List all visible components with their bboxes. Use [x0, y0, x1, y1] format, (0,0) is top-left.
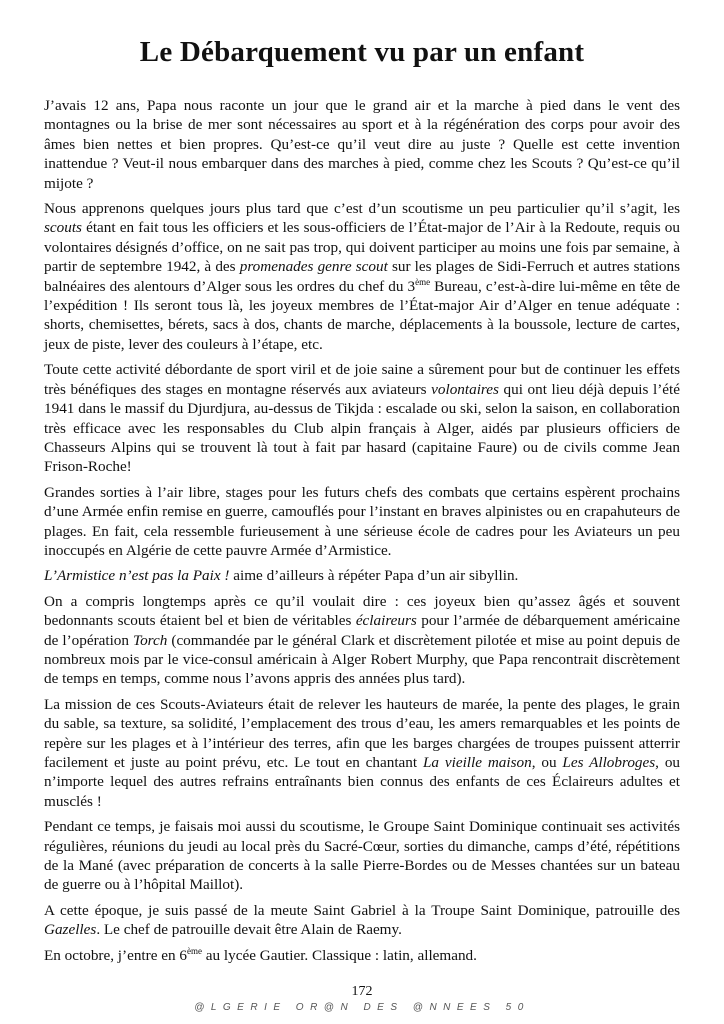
- text-run: J’avais 12 ans, Papa nous raconte un jour que le grand air et la marche à pied dans le vent des montagnes ou la brise de mer sont nécessaires au sport et à la régénération des corps pour avoir des âmes bien nettes et bien propres. Qu’est-ce qu’il veut dire au juste ? Quelle est cette invention inattendue ? Veut-il nous embarquer dans des marches à pied, comme chez les Scouts ? Qu’est-ce qu’il mijote ?: [44, 97, 680, 192]
- text-run: au lycée Gautier. Classique : latin, allemand.: [201, 946, 477, 964]
- text-run: En octobre, j’entre en 6: [44, 946, 187, 964]
- italic-text: promenades genre scout: [239, 258, 388, 276]
- paragraph: [44, 901, 680, 940]
- italic-text: La vieille maison: [422, 754, 532, 771]
- paragraph: [44, 199, 680, 354]
- italic-text: éclaireurs: [355, 612, 417, 630]
- text-run: On a compris longtemps après ce qu’il voulait dire : ces joyeux bien qu’assez âgés et souvent bedonnants scouts étaient bel et bien de véritables: [44, 592, 680, 630]
- superscript-text: ème: [186, 945, 202, 956]
- text-run: . Le chef de patrouille devait être Alain de Raemy.: [96, 921, 402, 939]
- italic-text: Gazelles: [44, 921, 97, 939]
- italic-text: volontaires: [431, 380, 499, 398]
- paragraph: [44, 483, 680, 561]
- text-run: Toute cette activité débordante de sport viril et de joie saine a sûrement pour but de continuer les effets très bénéfiques des stages en montagne réservés aux aviateurs: [44, 361, 680, 398]
- paragraph: [44, 96, 680, 193]
- text-run: pour l’armée de débarquement américaine de l’opération: [44, 612, 680, 649]
- text-run: A cette époque, je suis passé de la meute Saint Gabriel à la Troupe Saint Dominique, patrouille des: [44, 901, 680, 919]
- paragraph: [44, 946, 680, 965]
- article-body: [44, 96, 680, 971]
- paragraph: [44, 360, 680, 476]
- text-run: Pendant ce temps, je faisais moi aussi du scoutisme, le Groupe Saint Dominique continuait ses activités régulières, réunions du jeudi au local près du Sacré-Cœur, sorties du dimanche, camps d’été, répétitions de la Mané (avec préparation de concerts à la salle Pierre-Bordes ou de Messes chantées sur un bateau de guerre ou à l’hôpital Maillot).: [44, 818, 680, 894]
- superscript-text: ème: [415, 276, 431, 287]
- running-footer: @LGERIE OR@N DES @NNEES 50: [194, 1002, 530, 1013]
- text-run: étant en fait tous les officiers et les sous-officiers de l’État-major de l’Air à la Redoute, requis ou volontaires désignés d’office, on ne sait pas trop, qui doivent participer au moins une fois par semaine, à partir de septembre 1942, à des: [44, 219, 680, 276]
- paragraph: [44, 695, 680, 811]
- page-title: Le Débarquement vu par un enfant: [139, 36, 585, 68]
- paragraph: [44, 817, 680, 895]
- italic-text: Torch: [133, 631, 168, 649]
- text-run: sur les plages de Sidi-Ferruch et autres stations balnéaires des alentours d’Alger sous les ordres du chef du 3: [44, 258, 681, 295]
- text-run: aime d’ailleurs à répéter Papa d’un air sibyllin.: [229, 567, 519, 585]
- italic-text: Les Allobroges: [562, 754, 656, 771]
- text-run: Bureau, c’est-à-dire lui-même en tête de l’expédition ! Ils seront tous là, les joyeux membres de l’État-major Air d’Alger en tenue adéquate : shorts, chemisettes, bérets, sacs à dos, chants de marche, déplacements à la boussole, lecture de cartes, jeux de piste, lever des couleurs à l’étape, etc.: [44, 277, 680, 353]
- page-number: 172: [351, 984, 373, 999]
- paragraph: [44, 592, 680, 689]
- text-run: Grandes sorties à l’air libre, stages pour les futurs chefs des combats que certains espèrent prochains d’une Armée enfin remise en guerre, camouflés pour l’instant en braves alpinistes ou en crapahuteurs de plages. En fait, cela ressemble furieusement à une sérieuse école de cadres pour les Aviateurs un peu inoccupés en Algérie de cette pauvre Armée d’Armistice.: [44, 483, 680, 559]
- paragraph: [44, 566, 680, 585]
- italic-text: L’Armistice n’est pas la Paix !: [44, 567, 230, 585]
- italic-text: scouts: [44, 219, 82, 237]
- text-run: , ou: [531, 754, 563, 771]
- text-run: Nous apprenons quelques jours plus tard que c’est d’un scoutisme un peu particulier qu’il s’agit, les: [44, 200, 680, 218]
- text-run: (commandée par le général Clark et discrètement pilotée et mise au point depuis de nombreux mois par le vice-consul américain à Alger Robert Murphy, que Papa rencontrait discrètement de temps en temps, comme nous l’avons appris des années plus tard).: [44, 631, 681, 688]
- text-run: , ou n’importe lequel des autres refrains entraînants bien connus des enfants de ces Éclaireurs adultes et musclés !: [44, 754, 681, 810]
- text-run: qui ont lieu déjà depuis l’été 1941 dans le massif du Djurdjura, au-dessus de Tikjda : escalade ou ski, selon la saison, en collaboration très efficace avec les responsables du Club alpin français à Alger, aidés par plusieurs officiers de Chasseurs Alpins qui se trouvent là tout à fait par hasard (capitaine Faure) ou de civils comme Jean Frison-Roche!: [44, 380, 680, 476]
- text-run: La mission de ces Scouts-Aviateurs était de relever les hauteurs de marée, la pente des plages, le grain du sable, sa texture, sa solidité, l’emplacement des trous d’eau, les amers remarquables et les points de repère sur les plages et à l’intérieur des terres, afin que les barges chargées de troupes puissent atterrir facilement et juste au point prévu, etc. Le tout en chantant: [44, 695, 680, 771]
